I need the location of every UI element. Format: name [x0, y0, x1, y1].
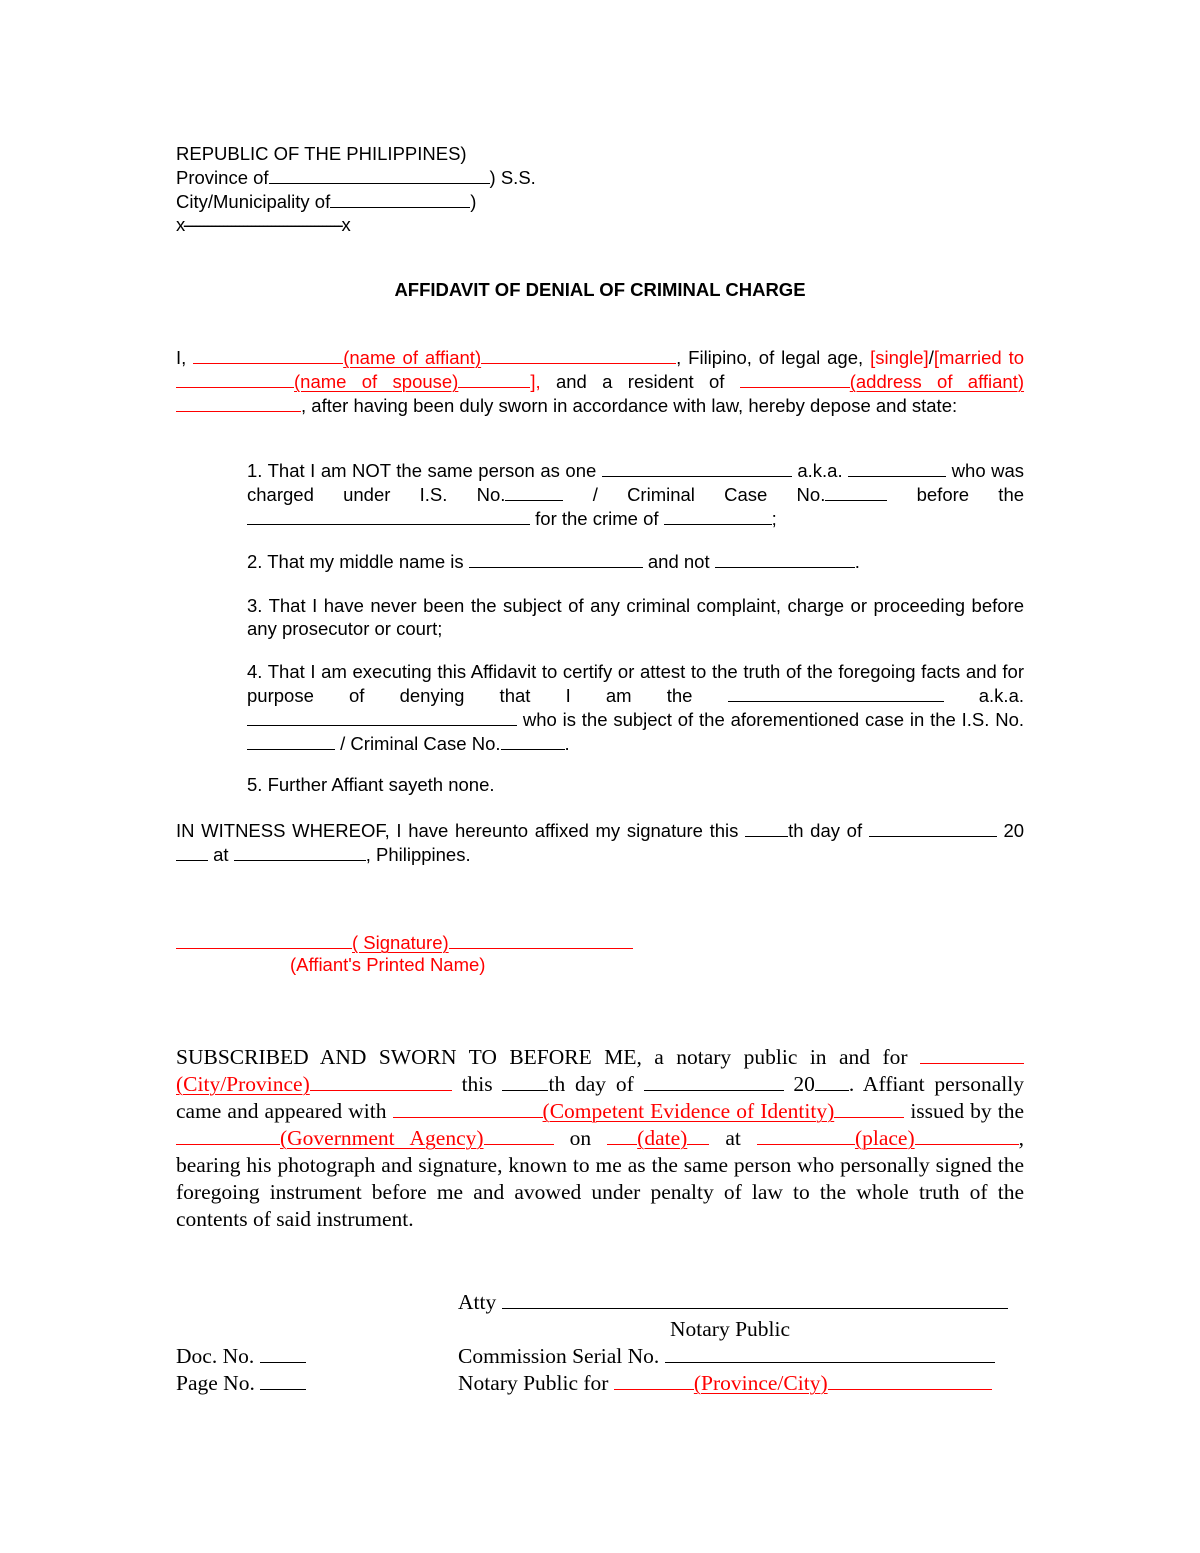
date-blank-left [607, 1126, 637, 1145]
item-2: 2. That my middle name is and not . [247, 551, 860, 572]
criminal-case-blank [825, 482, 887, 501]
date-blank-right [687, 1126, 709, 1145]
competent-evidence-placeholder: (Competent Evidence of Identity) [542, 1099, 835, 1123]
date-placeholder: (date) [637, 1126, 688, 1150]
commission-line: Commission Serial No. [458, 1343, 995, 1370]
item-3: 3. That I have never been the subject of any criminal complaint, charge or proceeding before any prosecutor or court; [247, 595, 1024, 639]
jurat-city-province-placeholder: (City/Province) [176, 1072, 310, 1096]
signature-line [176, 930, 640, 954]
place-blank-right [915, 1126, 1019, 1145]
item-4: 4. That I am executing this Affidavit to certify or attest to the truth of the foregoing facts and for purpose of denying that I am the a.k.a. who is the subject of the aforementioned case in the I.S. No. / Criminal Case No. . [247, 661, 1024, 754]
item4-case-no-blank [501, 731, 565, 750]
page-no-blank [260, 1371, 306, 1390]
address-placeholder: (address of affiant) [849, 371, 1025, 392]
witness-place-blank [234, 842, 366, 861]
page-no-line: Page No. [176, 1370, 306, 1397]
spouse-blank-right [458, 369, 530, 388]
affiant-name-blank-right [481, 345, 676, 364]
middle-name-blank [469, 549, 643, 568]
witness-month-blank [869, 818, 997, 837]
item-5: 5. Further Affiant sayeth none. [247, 774, 495, 795]
document-title: AFFIDAVIT OF DENIAL OF CRIMINAL CHARGE [394, 279, 806, 300]
item-1: 1. That I am NOT the same person as one a.k.a. who was charged under I.S. No. / Criminal Case No. before the for the crime of ; [247, 460, 1025, 529]
caption-province: Province of ) S.S. [176, 167, 536, 188]
address-blank-right [176, 393, 301, 412]
commission-serial-blank [665, 1344, 995, 1363]
spouse-placeholder: (name of spouse) [294, 371, 459, 392]
jurat-paragraph: SUBSCRIBED AND SWORN TO BEFORE ME, a notary public in and for (City/Province) this th day of 20 . Affiant personally came and appeared with (Competent Evidence of Identity) issued by the (Government Agency) on (date) at (place) , bearing his photograph and signature, known to me as the same person who personally signed the foregoing instrument before me and avowed under penalty of law to the whole truth of the contents of said instrument. [176, 1045, 1025, 1231]
witness-paragraph: IN WITNESS WHEREOF, I have hereunto affixed my signature this th day of 20 at , Philippines. [176, 820, 1025, 865]
aka-blank [848, 458, 946, 477]
province-blank [269, 165, 490, 184]
atty-name-blank [502, 1290, 1008, 1309]
signature-label: ( Signature) [352, 932, 449, 953]
affiant-name-blank-left [193, 345, 343, 364]
signature-block [176, 930, 640, 975]
jurat-day-blank [502, 1072, 548, 1091]
notary-for-blank-left [614, 1371, 694, 1390]
married-option: [married to [933, 347, 1025, 368]
government-agency-placeholder: (Government Agency) [280, 1126, 484, 1150]
atty-line: Atty [458, 1289, 1008, 1316]
is-no-blank [505, 482, 563, 501]
court-blank [247, 506, 530, 525]
notary-for-blank-right [828, 1371, 992, 1390]
province-city-placeholder: (Province/City) [693, 1371, 828, 1395]
doc-no-blank [260, 1344, 306, 1363]
single-option: [single] [870, 347, 929, 368]
caption-city: City/Municipality of ) [176, 191, 477, 212]
evidence-blank-right [834, 1099, 904, 1118]
caption-divider: x----------------------------------------x [176, 214, 349, 235]
caption-republic: REPUBLIC OF THE PHILIPPINES) [176, 143, 467, 164]
denied-person-blank [728, 683, 944, 702]
affiant-name-placeholder: (name of affiant) [343, 347, 482, 368]
intro-paragraph: I, (name of affiant) , Filipino, of legal age, [single]/[married to (name of spouse) ], and a resident of (address of affiant), after having been duly sworn in accordance with law, hereby depose and state: [176, 347, 1025, 416]
notary-for-line: Notary Public for (Province/City) [458, 1370, 992, 1397]
jurat-city-blank-right [310, 1072, 452, 1091]
item4-aka-blank [247, 707, 517, 726]
doc-no-line: Doc. No. [176, 1343, 306, 1370]
jurat-city-blank-left [920, 1045, 1024, 1064]
place-placeholder: (place) [854, 1126, 915, 1150]
printed-name-label: (Affiant's Printed Name) [290, 954, 486, 975]
jurat-year-blank [815, 1072, 849, 1091]
item4-is-no-blank [247, 731, 335, 750]
witness-day-blank [745, 818, 788, 837]
witness-year-blank [176, 842, 208, 861]
notary-public-label: Notary Public [670, 1317, 791, 1341]
caption-block [176, 142, 1024, 236]
agency-blank-right [484, 1126, 554, 1145]
crime-blank [664, 506, 772, 525]
spouse-blank-left [176, 369, 294, 388]
jurat-month-blank [644, 1072, 784, 1091]
place-blank-left [757, 1126, 855, 1145]
city-blank [330, 189, 470, 208]
wrong-middle-name-blank [715, 549, 855, 568]
evidence-blank-left [393, 1099, 543, 1118]
address-blank-left [740, 369, 850, 388]
agency-blank-left [176, 1126, 280, 1145]
person-name-blank [602, 458, 792, 477]
